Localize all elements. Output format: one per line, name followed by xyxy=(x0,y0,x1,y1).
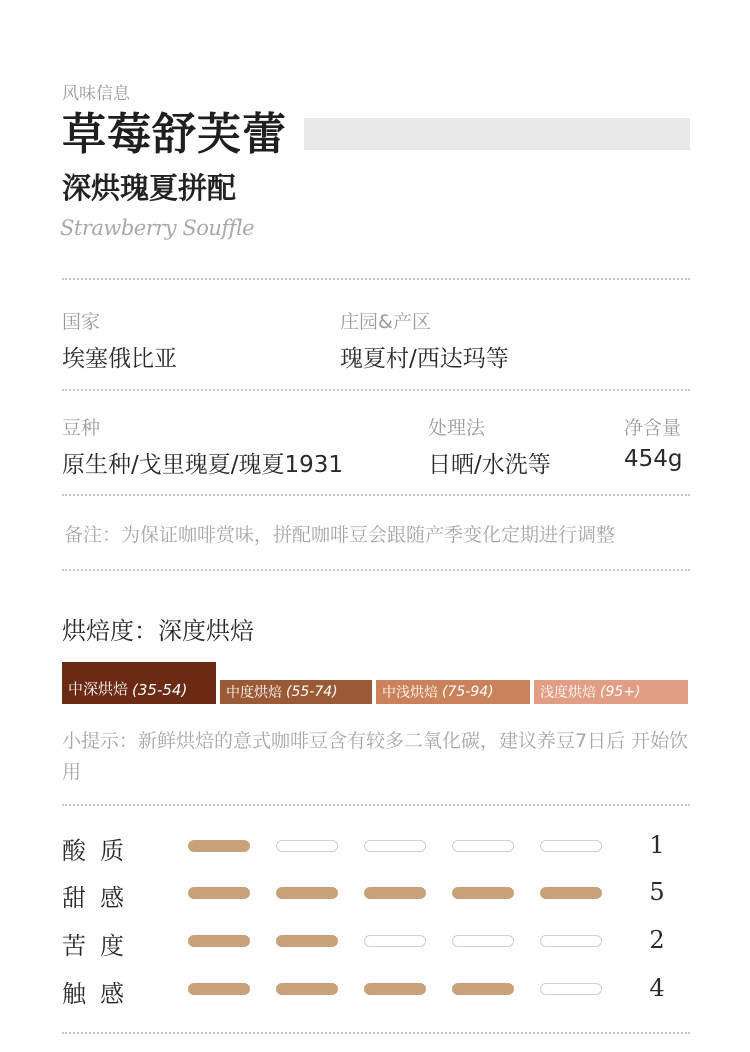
roast-level-title: 烘焙度：深度烘焙 xyxy=(62,617,254,645)
rating-pill-filled xyxy=(364,887,426,899)
divider xyxy=(62,389,690,391)
flavor-label: 甜感 xyxy=(62,884,138,912)
rating-pill-empty xyxy=(452,935,514,947)
rating-pill-filled xyxy=(188,935,250,947)
divider xyxy=(62,1032,690,1034)
rating-pill-filled xyxy=(540,887,602,899)
estate-value: 瑰夏村/西达玛等 xyxy=(340,346,509,372)
roast-level-0 xyxy=(62,662,216,704)
roast-level-name: 中度烘焙 xyxy=(226,685,282,701)
rating-pill-filled xyxy=(364,983,426,995)
roast-level-3 xyxy=(534,680,688,704)
roast-level-range: (55-74) xyxy=(286,684,338,700)
roast-level-range: (75-94) xyxy=(442,684,494,700)
rating-pill-empty xyxy=(540,935,602,947)
rating-pill-filled xyxy=(276,983,338,995)
flavor-score: 4 xyxy=(649,974,665,1002)
blend-note: 备注：为保证咖啡赏味，拼配咖啡豆会跟随产季变化定期进行调整 xyxy=(64,524,616,546)
rating-pill-filled xyxy=(276,887,338,899)
divider xyxy=(62,278,690,280)
flavor-label: 酸质 xyxy=(62,837,138,865)
divider xyxy=(62,804,690,806)
flavor-score: 2 xyxy=(649,926,665,954)
process-label: 处理法 xyxy=(428,417,486,439)
rating-pill-filled xyxy=(188,983,250,995)
resting-tip: 小提示：新鲜烘焙的意式咖啡豆含有较多二氧化碳，建议养豆7日后 开始饮用 xyxy=(62,730,689,783)
rating-pill-filled xyxy=(276,935,338,947)
roast-level-range: (95+) xyxy=(600,684,641,700)
weight-label: 净含量 xyxy=(624,417,682,439)
rating-pill-empty xyxy=(452,840,514,852)
product-subtitle: 深烘瑰夏拼配 xyxy=(62,171,237,205)
divider xyxy=(62,569,690,571)
rating-pill-empty xyxy=(276,840,338,852)
roast-level-2 xyxy=(376,680,530,704)
variety-value: 原生种/戈里瑰夏/瑰夏1931 xyxy=(62,452,344,478)
roast-level-range: (35-54) xyxy=(132,681,188,699)
flavor-label: 苦度 xyxy=(62,932,138,960)
roast-level-1 xyxy=(220,680,372,704)
roast-level-name: 浅度烘焙 xyxy=(540,685,596,701)
section-label: 风味信息 xyxy=(62,84,130,104)
rating-pill-filled xyxy=(188,887,250,899)
product-english-name: Strawberry Souffle xyxy=(60,216,255,240)
roast-level-name: 中浅烘焙 xyxy=(382,685,438,701)
roast-level-name: 中深烘焙 xyxy=(68,680,129,698)
flavor-score: 1 xyxy=(649,831,665,859)
flavor-label: 触感 xyxy=(62,980,138,1008)
country-value: 埃塞俄比亚 xyxy=(62,346,177,372)
divider xyxy=(62,494,690,496)
product-title: 草莓舒芙蕾 xyxy=(62,109,287,160)
rating-pill-empty xyxy=(364,935,426,947)
country-label: 国家 xyxy=(62,311,101,333)
flavor-score: 5 xyxy=(649,878,665,906)
weight-value: 454g xyxy=(624,446,683,472)
title-decoration-bar xyxy=(304,118,690,150)
rating-pill-empty xyxy=(364,840,426,852)
variety-label: 豆种 xyxy=(62,417,101,439)
rating-pill-empty xyxy=(540,840,602,852)
rating-pill-filled xyxy=(188,840,250,852)
rating-pill-filled xyxy=(452,983,514,995)
rating-pill-filled xyxy=(452,887,514,899)
rating-pill-empty xyxy=(540,983,602,995)
process-value: 日晒/水洗等 xyxy=(428,452,551,478)
estate-label: 庄园&产区 xyxy=(340,311,431,333)
